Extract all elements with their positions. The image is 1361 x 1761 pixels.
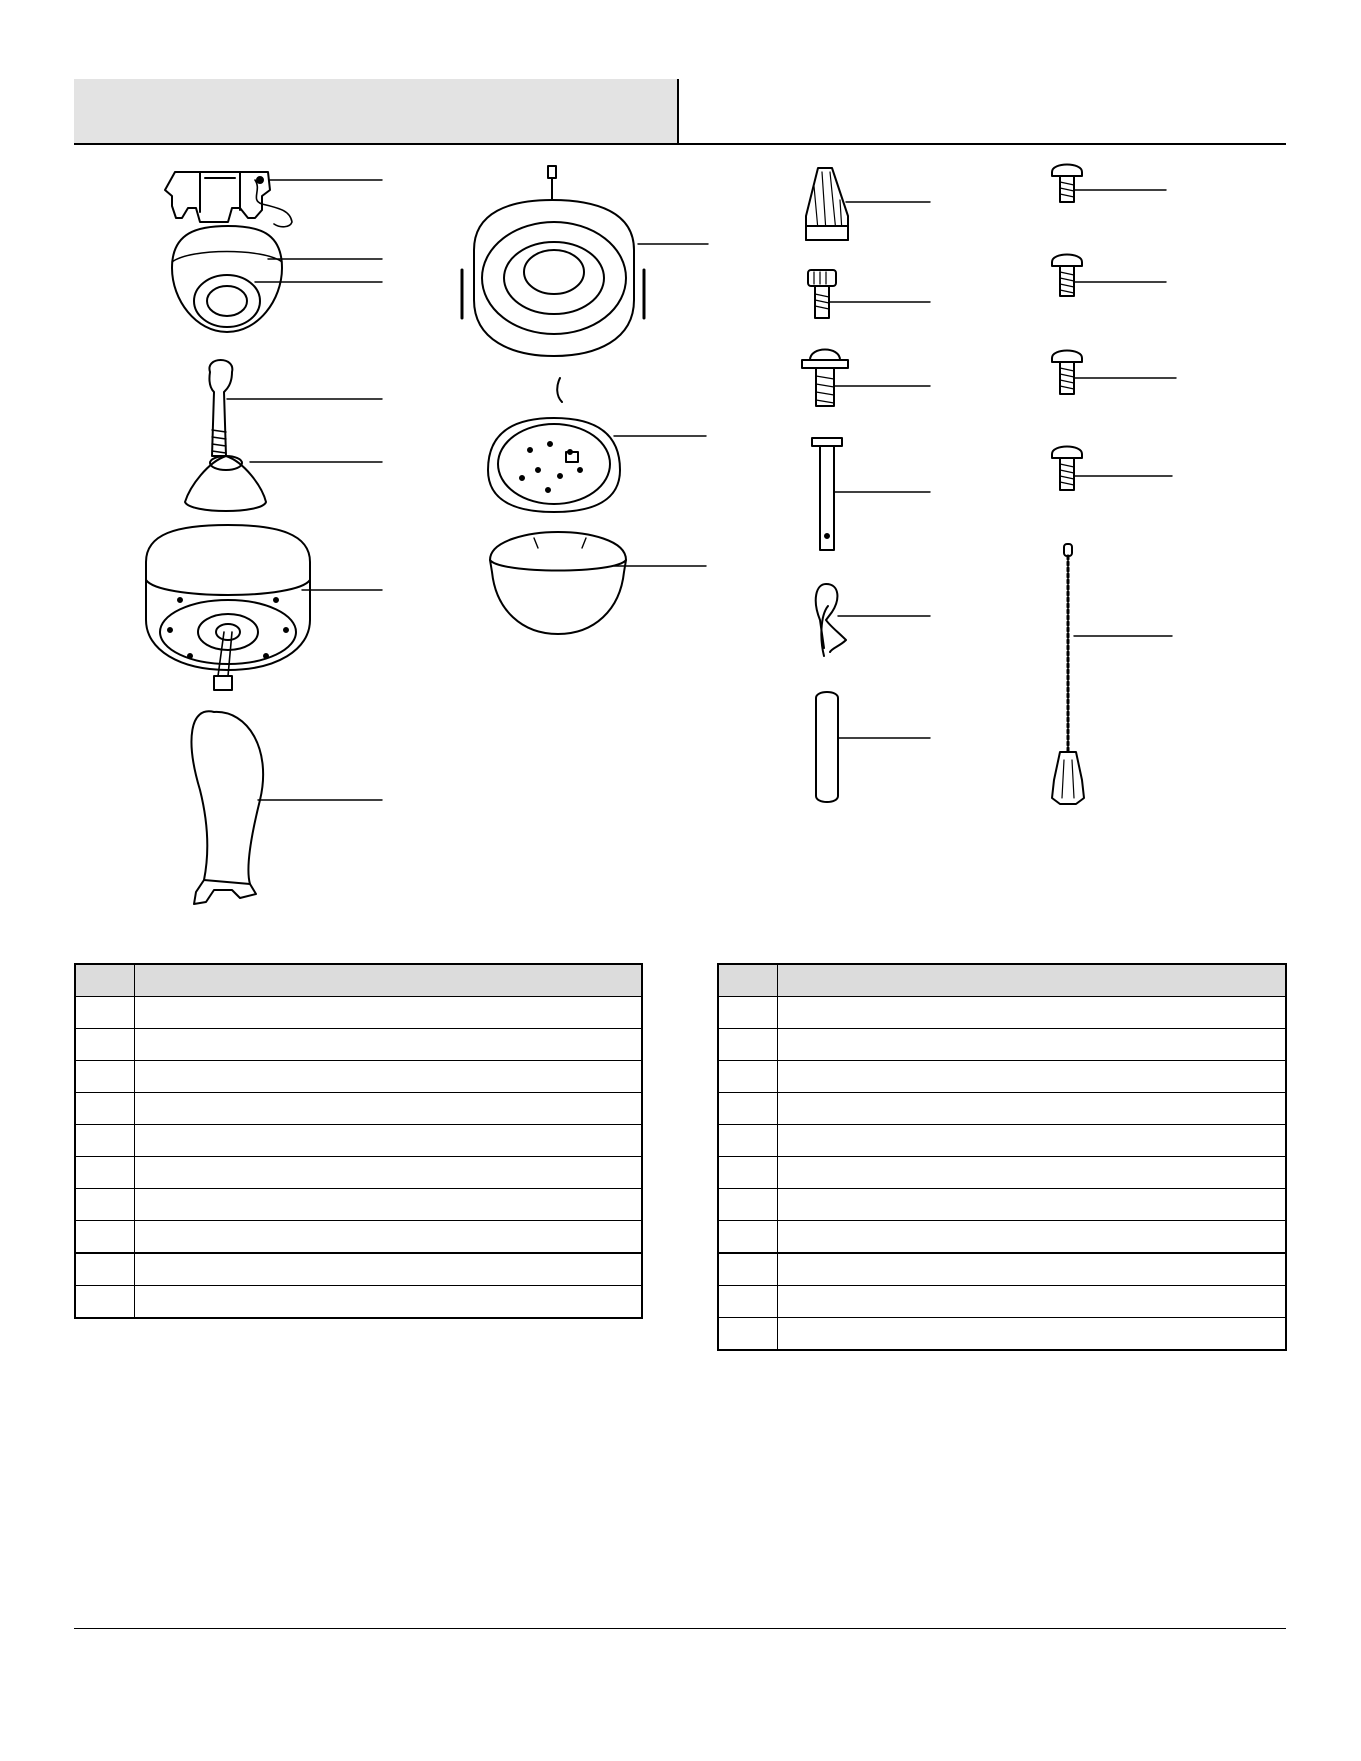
description-cell [778, 1125, 1287, 1157]
description-cell [778, 1093, 1287, 1125]
part-cell [718, 1318, 778, 1351]
coupling-cover-illustration [185, 456, 382, 511]
table-row [718, 1221, 1286, 1254]
machine-screw-1-illustration [1052, 165, 1166, 203]
table-row [718, 1029, 1286, 1061]
table-row [718, 1189, 1286, 1221]
motor-assembly-illustration [146, 525, 382, 690]
part-cell [75, 1125, 135, 1157]
blade-bracket-screw-illustration [802, 350, 930, 407]
description-cell [778, 1318, 1287, 1351]
part-cell [75, 1157, 135, 1189]
part-cell [718, 1125, 778, 1157]
fan-blade-illustration [192, 711, 382, 904]
table-row [75, 997, 642, 1029]
pull-chain-illustration [1052, 544, 1172, 804]
parts-table-right [717, 963, 1287, 1351]
description-cell [778, 1253, 1287, 1286]
part-cell [718, 997, 778, 1029]
part-cell [75, 1093, 135, 1125]
wire-connector-illustration [806, 168, 930, 240]
table-row [75, 1061, 642, 1093]
col-part-header [718, 964, 778, 997]
part-cell [718, 1029, 778, 1061]
part-cell [718, 1061, 778, 1093]
part-cell [718, 1189, 778, 1221]
description-cell [135, 1189, 643, 1221]
table-row [75, 1189, 642, 1221]
pin-illustration [816, 692, 930, 802]
col-description-header [135, 964, 643, 997]
part-cell [718, 1253, 778, 1286]
description-cell [135, 1125, 643, 1157]
part-cell [718, 1093, 778, 1125]
description-cell [778, 1286, 1287, 1318]
table-row [718, 1157, 1286, 1189]
description-cell [135, 1093, 643, 1125]
clevis-pin-illustration [812, 438, 930, 550]
table-row [75, 1125, 642, 1157]
table-row [718, 1286, 1286, 1318]
table-row [718, 997, 1286, 1029]
description-cell [778, 1221, 1287, 1254]
glass-shade-illustration [490, 532, 706, 634]
part-cell [75, 1286, 135, 1319]
parts-table-left [74, 963, 643, 1319]
downrod-illustration [209, 360, 382, 456]
description-cell [135, 1157, 643, 1189]
machine-screw-4-illustration [1052, 447, 1172, 491]
footer-rule [74, 1628, 1286, 1629]
table-row [718, 1253, 1286, 1286]
part-cell [75, 1029, 135, 1061]
part-cell [75, 1253, 135, 1286]
hairpin-clip-illustration [816, 584, 930, 656]
table-row [75, 1221, 642, 1254]
table-row [75, 1093, 642, 1125]
table-row [718, 1093, 1286, 1125]
description-cell [778, 997, 1287, 1029]
col-description-header [778, 964, 1287, 997]
description-cell [135, 1253, 643, 1286]
part-cell [718, 1286, 778, 1318]
table-row [75, 1029, 642, 1061]
table-row [718, 1061, 1286, 1093]
switch-housing-illustration [462, 166, 708, 356]
description-cell [778, 1029, 1287, 1061]
part-cell [75, 997, 135, 1029]
description-cell [135, 1286, 643, 1319]
part-cell [75, 1221, 135, 1254]
table-row [75, 1157, 642, 1189]
description-cell [778, 1189, 1287, 1221]
mounting-bracket-illustration [165, 172, 382, 227]
description-cell [778, 1157, 1287, 1189]
table-row [718, 1125, 1286, 1157]
light-kit-plate-illustration [488, 378, 706, 512]
table-row [75, 1253, 642, 1286]
part-cell [75, 1189, 135, 1221]
part-cell [75, 1061, 135, 1093]
part-cell [718, 1221, 778, 1254]
blade-screw-illustration [808, 270, 930, 318]
part-cell [718, 1157, 778, 1189]
canopy-illustration [172, 226, 382, 332]
description-cell [778, 1061, 1287, 1093]
description-cell [135, 1061, 643, 1093]
description-cell [135, 1029, 643, 1061]
table-row [718, 1318, 1286, 1351]
description-cell [135, 1221, 643, 1254]
description-cell [135, 997, 643, 1029]
table-row [75, 1286, 642, 1319]
machine-screw-3-illustration [1052, 351, 1176, 395]
machine-screw-2-illustration [1052, 255, 1166, 297]
col-part-header [75, 964, 135, 997]
